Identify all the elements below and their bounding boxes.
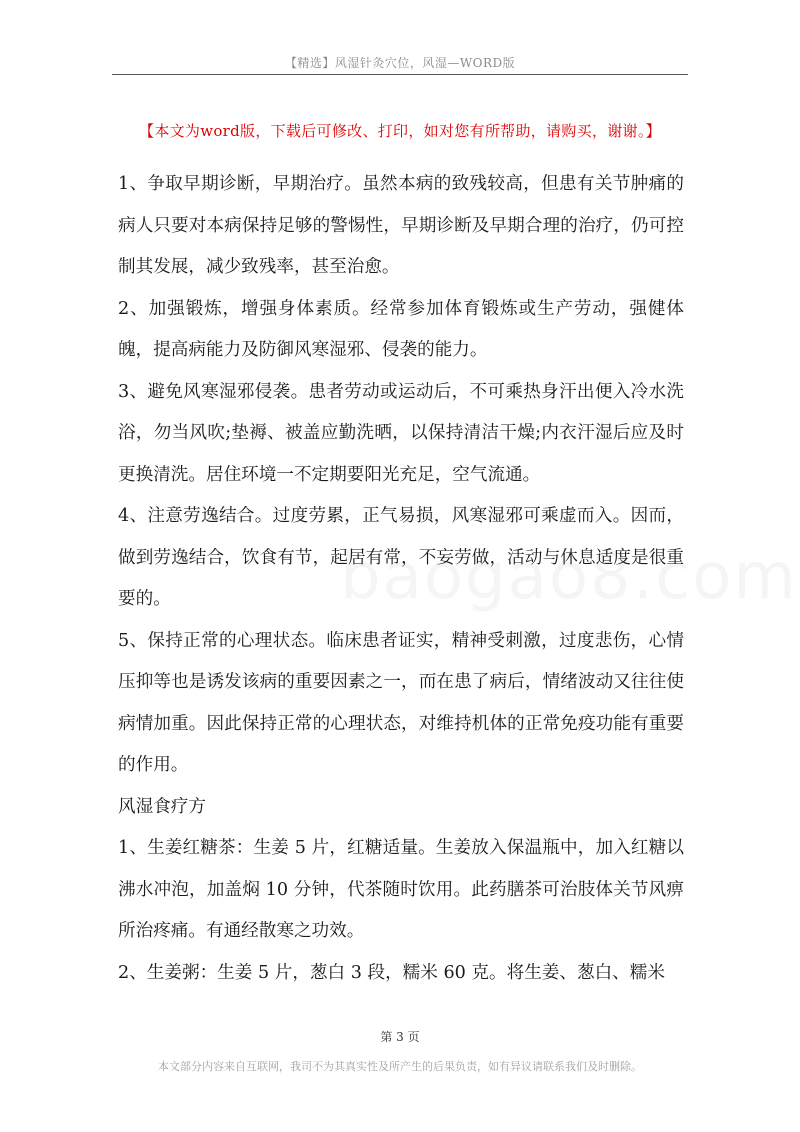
document-body: [118, 164, 684, 994]
paragraph-early-diagnosis: 1、争取早期诊断，早期治疗。虽然本病的致残较高，但患有关节肿痛的病人只要对本病保持足够的警惕性，早期诊断及早期合理的治疗，仍可控制其发展，减少致残率，甚至治愈。: [118, 174, 684, 277]
paragraph-ginger-porridge: 2、生姜粥：生姜 5 片，葱白 3 段，糯米 60 克。将生姜、葱白、糯米: [118, 962, 665, 983]
purchase-notice: 【本文为word版，下载后可修改、打印，如对您有所帮助，请购买，谢谢。】: [139, 122, 661, 140]
paragraph-mental-state: 5、保持正常的心理状态。临床患者证实，精神受刺激，过度悲伤，心情压抑等也是诱发该病的重要因素之一，而在患了病后，情绪波动又往往使病情加重。因此保持正常的心理状态，对维持机体的正常免疫功能有重要的作用。: [118, 630, 684, 775]
header-rule: [112, 74, 688, 75]
paragraph-exercise: 2、加强锻炼，增强身体素质。经常参加体育锻炼或生产劳动，强健体魄，提高病能力及防御风寒湿邪、侵袭的能力。: [118, 298, 684, 360]
paragraph-rest-balance: 4、注意劳逸结合。过度劳累，正气易损，风寒湿邪可乘虚而入。因而，做到劳逸结合，饮食有节，起居有常，不妄劳做，活动与休息适度是很重要的。: [118, 506, 684, 609]
section-heading-diet-therapy: 风湿食疗方: [118, 796, 206, 817]
paragraph-avoid-cold-damp: 3、避免风寒湿邪侵袭。患者劳动或运动后，不可乘热身汗出便入冷水洗浴，勿当风吹;垫褥、被盖应勤洗晒，以保持清洁干燥;内衣汗湿后应及时更换清洗。居住环境一不定期要阳光充足，空气流通。: [118, 381, 684, 485]
page-number: 第 3 页: [380, 1030, 420, 1044]
document-header: 【精选】风湿针灸穴位，风湿—WORD版: [284, 56, 516, 70]
footer-disclaimer: 本文部分内容来自互联网，我司不为其真实性及所产生的后果负责，如有异议请联系我们及时删除。: [158, 1060, 642, 1073]
paragraph-ginger-tea: 1、生姜红糖茶：生姜 5 片，红糖适量。生姜放入保温瓶中，加入红糖以沸水冲泡，加盖焖 10 分钟，代茶随时饮用。此药膳茶可治肢体关节风痹所治疼痛。有通经散寒之功效。: [118, 838, 684, 941]
